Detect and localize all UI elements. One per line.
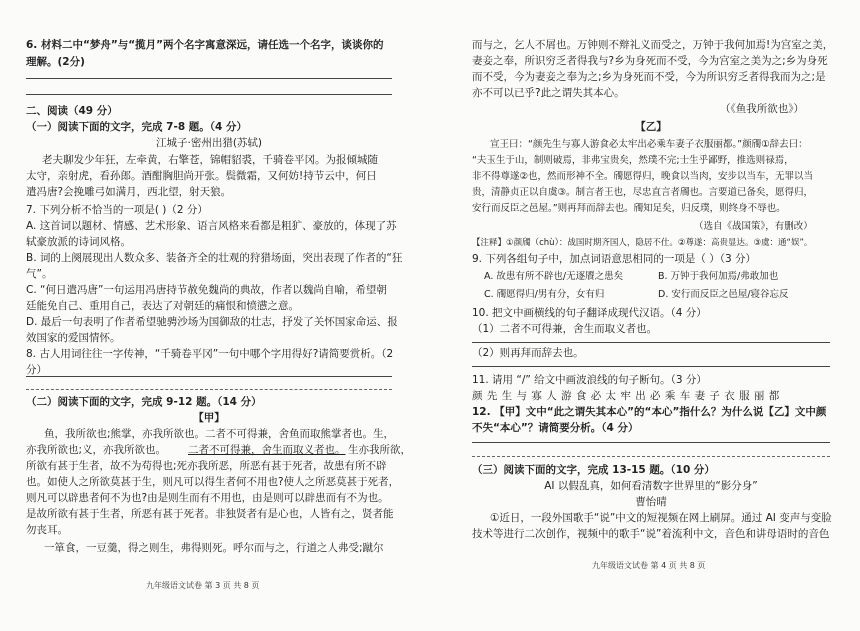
q12-line1: 12. 【甲】文中“此之谓失其本心”的“本心”指什么？为什么说【乙】文中颜 [472,406,827,418]
q7-option: 廷能免自己、重用自己，表达了对朝廷的痛恨和愤懑之意。 [26,300,299,312]
passage-yi-line: 贵，清静贞正以自虞③。制言者王也，尽忠直言者斶也。言要道已备矣，愿得归， [472,187,814,198]
passage-label-yi: 【乙】 [635,121,667,133]
article-title: AI 以假乱真，如何看清数字世界里的“影分身” [544,480,758,492]
q7-stem: 7. 下列分析不恰当的一项是( )（2 分） [26,204,208,216]
poem-title: 江城子·密州出猎(苏轼) [155,137,263,149]
q10-stem: 10. 把文中画横线的句子翻译成现代汉语。（4 分） [472,307,707,319]
answer-line [26,78,392,79]
q6-line1: 6. 材料二中“梦舟”与“揽月”两个名字寓意深远，请任选一个名字，谈谈你的 [26,39,384,51]
passage-jia-line: 生亦我所欲， [348,444,411,456]
source-citation: （选自《战国策》，有删改） [694,221,813,232]
q9-option-a: A. 故患有所不辟也/无逐餍之患矣 [484,271,624,282]
passage-yi-line: “夫玉生于山，制则破焉，非弗宝贵矣，然璞不完;士生乎鄙野，推选则禄焉， [472,155,794,166]
poem-line: 太守，亲射虎，看孙郎。酒酣胸胆尚开张。鬓微霜，又何妨!持节云中，何日 [26,170,377,182]
answer-line [26,94,392,95]
passage-jia-line: 所欲有甚于生者，故不为苟得也;死亦我所恶，所恶有甚于死者，故患有所不辟 [26,460,387,472]
answer-line [472,442,830,443]
passage-yi-line: 宣王曰：“颜先生与寡人游食必太牢出必乘车妻子衣服丽都。”颜斶①辞去曰： [490,139,808,150]
passage-jia-line: 鱼，我所欲也;熊掌，亦我所欲也。二者不可得兼，舍鱼而取熊掌者也。生， [44,428,395,440]
passage-jia-line: 妻妾之奉，所识穷乏者得我与?乡为身死而不受，今为宫室之美为之;乡为身死 [472,55,828,67]
q9-option-d: D. 安行而反臣之邑屋/寝谷忘反 [658,289,789,300]
article-line: 技术等进行二次创作，视频中的歌手“说”着流利中文，音色和讲母语时的音色 [472,528,830,540]
section-title-reading: 二、阅读（49 分） [26,105,118,117]
q7-option: D. 最后一句表明了作者希望驰骋沙场为国御敌的壮志，抒发了关怀国家命运、报 [26,316,398,328]
q11-sentence: 颜 先 生 与 寡 人 游 食 必 太 牢 出 必 乘 车 妻 子 衣 服 丽 都 [472,390,780,402]
passage-label-jia: 【甲】 [193,412,225,424]
section-divider [26,389,392,390]
passage-jia-line: 则凡可以辟患者何不为也?由是则生而有不用也，由是则可以辟患而有不为也。 [26,492,389,504]
poem-line: 遣冯唐?会挽雕弓如满月，西北望，射天狼。 [26,186,232,198]
passage-yi-line: 安行而反臣之邑屋。”则再拜而辞去也。斶知足矣，归反璞，则终身不辱也。 [472,203,786,214]
section-divider [472,456,830,457]
underlined-sentence: 二者不可得兼，舍生而取义者也。 [188,444,346,456]
q7-option: C. “何日遣冯唐”一句运用冯唐持节赦免魏尚的典故，作者以魏尚自喻，希望朝 [26,284,387,296]
page-3 [26,0,426,631]
q10-sentence-1: （1）二者不可得兼，舍生而取义者也。 [472,323,658,335]
passage-jia-line: 而不受，今为妻妾之奉为之;乡为身死而不受，今为所识穷乏者得我而为之;是 [472,71,826,83]
q9-stem: 9. 下列各组句子中，加点词语意思相同的一项是（ ）（3 分） [472,253,756,265]
page-4 [472,0,834,631]
passage-jia-line: 一箪食，一豆羹，得之则生，弗得则死。呼尔而与之，行道之人弗受;蹴尔 [44,542,384,554]
passage-jia-line: 亦不可以已乎?此之谓失其本心。 [472,87,625,99]
subsection-title-1: （一）阅读下面的文字，完成 7-8 题。（4 分） [26,121,247,133]
annotation-note: 【注释】①颜斶（chù）：战国时期齐国人，隐居不仕。②尊遂：高贵显达。③虞：通“娱”。 [472,238,813,248]
q12-line2: 不失“本心”？请简要分析。（4 分） [472,422,639,434]
q8-line1: 8. 古人用词往往一字传神，“千骑卷平冈”一句中哪个字用得好?请简要赏析。（2 [26,348,394,360]
q7-option: 轼豪放派的诗词风格。 [26,236,131,248]
article-line: ①近日，一段外国歌手“说”中文的短视频在网上刷屏。通过 AI 变声与变脸 [490,512,832,524]
q8-line2: 分） [26,364,47,376]
passage-jia-line: 是故所欲有甚于生者，所恶有甚于死者。非独贤者有是心也，人皆有之，贤者能 [26,508,394,520]
subsection-title-3: （三）阅读下面的文字，完成 13-15 题。（10 分） [472,464,715,476]
q10-sentence-2: （2）则再拜而辞去也。 [472,347,584,359]
source-citation: （《鱼我所欲也》） [720,103,804,115]
q7-option: A. 这首词以题材、情感、艺术形象、语言风格来看都是粗犷、豪放的，体现了苏 [26,220,397,232]
passage-yi-line: 非不得尊遂②也，然而形神不全。斶愿得归，晚食以当肉，安步以当车，无罪以当 [472,171,814,182]
q7-option: 气”。 [26,268,53,280]
passage-jia-line: 勿丧耳。 [26,524,68,536]
poem-line: 老夫聊发少年狂，左牵黄，右擎苍，锦帽貂裘，千骑卷平冈。为报倾城随 [42,154,378,166]
q7-option: 效国家的爱国情怀。 [26,332,121,344]
answer-line [472,342,830,343]
answer-line [472,366,830,367]
q11-stem: 11. 请用 “/” 给文中画波浪线的句子断句。（3 分） [472,374,707,386]
q9-option-c: C. 斶愿得归/男有分，女有归 [484,289,605,300]
article-author: 曹怡晴 [635,496,667,508]
passage-jia-line: 而与之，乞人不屑也。万钟则不辩礼义而受之，万钟于我何加焉!为宫室之美， [472,39,834,51]
passage-jia-line: 亦我所欲也;义，亦我所欲也。 [26,444,167,456]
page-footer: 九年级语文试卷 第 3 页 共 8 页 [146,581,260,590]
subsection-title-2: （二）阅读下面的文字，完成 9-12 题。（14 分） [26,396,262,408]
q6-line2: 理解。(2分) [26,56,85,68]
page-footer: 九年级语文试卷 第 4 页 共 8 页 [592,561,706,570]
answer-line [26,376,392,377]
q7-option: B. 词的上阕展现出人数众多、装备齐全的壮观的狩猎场面，突出表现了作者的“狂 [26,252,403,264]
passage-jia-line: 也。如使人之所欲莫甚于生，则凡可以得生者何不用也?使人之所恶莫甚于死者， [26,476,400,488]
q9-option-b: B. 万钟于我何加焉/弗敢加也 [658,271,779,282]
